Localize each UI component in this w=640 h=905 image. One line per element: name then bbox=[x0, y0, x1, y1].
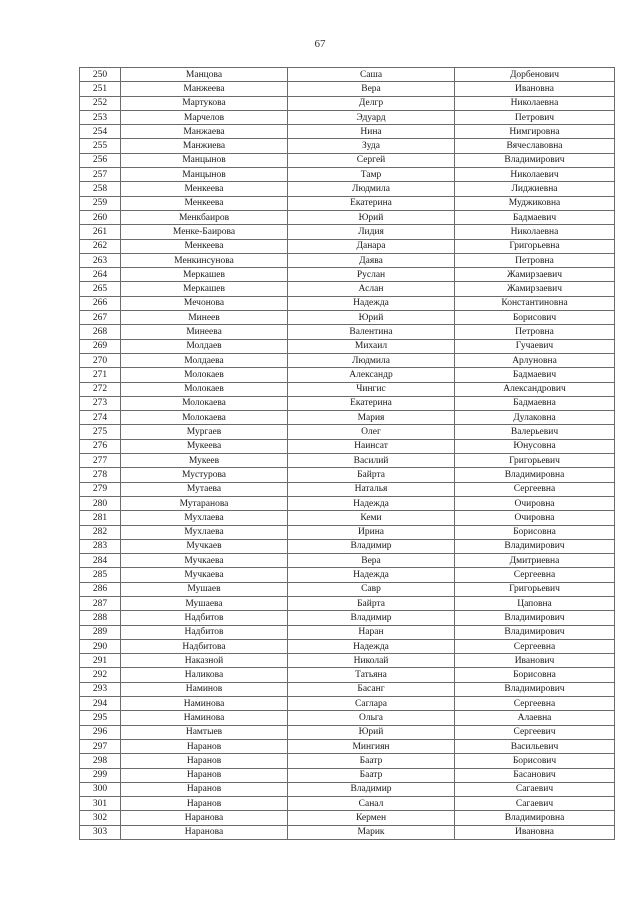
table-row bbox=[80, 496, 615, 510]
row-number-cell: 287 bbox=[80, 596, 121, 610]
last-name-cell: Наранов bbox=[121, 754, 288, 768]
first-name-cell: Зуда bbox=[288, 139, 455, 153]
patronymic-cell: Николаевич bbox=[455, 168, 615, 182]
patronymic-cell: Николаевна bbox=[455, 225, 615, 239]
first-name-cell: Сергей bbox=[288, 153, 455, 167]
patronymic-cell: Владимирович bbox=[455, 611, 615, 625]
first-name-cell: Николай bbox=[288, 654, 455, 668]
last-name-cell: Надбитов bbox=[121, 611, 288, 625]
patronymic-cell: Бадмаевна bbox=[455, 396, 615, 410]
row-number-cell: 282 bbox=[80, 525, 121, 539]
patronymic-cell: Арлуновна bbox=[455, 353, 615, 367]
first-name-cell: Вера bbox=[288, 82, 455, 96]
table-row bbox=[80, 582, 615, 596]
row-number-cell: 268 bbox=[80, 325, 121, 339]
row-number-cell: 267 bbox=[80, 311, 121, 325]
last-name-cell: Мартукова bbox=[121, 96, 288, 110]
first-name-cell: Савр bbox=[288, 582, 455, 596]
row-number-cell: 258 bbox=[80, 182, 121, 196]
row-number-cell: 277 bbox=[80, 454, 121, 468]
patronymic-cell: Лиджиевна bbox=[455, 182, 615, 196]
table-row bbox=[80, 296, 615, 310]
row-number-cell: 291 bbox=[80, 654, 121, 668]
table-row bbox=[80, 797, 615, 811]
patronymic-cell: Дмитриевна bbox=[455, 554, 615, 568]
first-name-cell: Татьяна bbox=[288, 668, 455, 682]
table-row bbox=[80, 668, 615, 682]
patronymic-cell: Сергеевна bbox=[455, 639, 615, 653]
row-number-cell: 299 bbox=[80, 768, 121, 782]
row-number-cell: 288 bbox=[80, 611, 121, 625]
row-number-cell: 281 bbox=[80, 511, 121, 525]
row-number-cell: 302 bbox=[80, 811, 121, 825]
table-row bbox=[80, 768, 615, 782]
first-name-cell: Данара bbox=[288, 239, 455, 253]
last-name-cell: Мечонова bbox=[121, 296, 288, 310]
first-name-cell: Байрта bbox=[288, 596, 455, 610]
row-number-cell: 263 bbox=[80, 253, 121, 267]
first-name-cell: Руслан bbox=[288, 268, 455, 282]
page-number: 67 bbox=[314, 38, 326, 50]
patronymic-cell: Цаповна bbox=[455, 596, 615, 610]
patronymic-cell: Александрович bbox=[455, 382, 615, 396]
row-number-cell: 289 bbox=[80, 625, 121, 639]
last-name-cell: Менкинсунова bbox=[121, 253, 288, 267]
row-number-cell: 297 bbox=[80, 739, 121, 753]
first-name-cell: Чингис bbox=[288, 382, 455, 396]
patronymic-cell: Вячеславовна bbox=[455, 139, 615, 153]
table-row bbox=[80, 568, 615, 582]
last-name-cell: Минеева bbox=[121, 325, 288, 339]
patronymic-cell: Борисовна bbox=[455, 525, 615, 539]
first-name-cell: Аслан bbox=[288, 282, 455, 296]
patronymic-cell: Сагаевич bbox=[455, 782, 615, 796]
roster-body bbox=[80, 68, 615, 840]
patronymic-cell: Бадмаевич bbox=[455, 368, 615, 382]
first-name-cell: Людмила bbox=[288, 353, 455, 367]
first-name-cell: Басанг bbox=[288, 682, 455, 696]
patronymic-cell: Алаевна bbox=[455, 711, 615, 725]
patronymic-cell: Гучаевич bbox=[455, 339, 615, 353]
row-number-cell: 283 bbox=[80, 539, 121, 553]
table-row bbox=[80, 153, 615, 167]
first-name-cell: Марик bbox=[288, 825, 455, 839]
last-name-cell: Надбитова bbox=[121, 639, 288, 653]
row-number-cell: 269 bbox=[80, 339, 121, 353]
last-name-cell: Менке-Баирова bbox=[121, 225, 288, 239]
patronymic-cell: Сергеевна bbox=[455, 482, 615, 496]
table-row bbox=[80, 368, 615, 382]
table-row bbox=[80, 711, 615, 725]
first-name-cell: Надежда bbox=[288, 496, 455, 510]
row-number-cell: 254 bbox=[80, 125, 121, 139]
first-name-cell: Мария bbox=[288, 411, 455, 425]
first-name-cell: Юрий bbox=[288, 725, 455, 739]
table-row bbox=[80, 511, 615, 525]
patronymic-cell: Петровна bbox=[455, 253, 615, 267]
last-name-cell: Мушаев bbox=[121, 582, 288, 596]
first-name-cell: Олег bbox=[288, 425, 455, 439]
last-name-cell: Наминова bbox=[121, 711, 288, 725]
table-row bbox=[80, 325, 615, 339]
last-name-cell: Мустурова bbox=[121, 468, 288, 482]
last-name-cell: Мучкаева bbox=[121, 554, 288, 568]
row-number-cell: 292 bbox=[80, 668, 121, 682]
patronymic-cell: Иванович bbox=[455, 654, 615, 668]
row-number-cell: 252 bbox=[80, 96, 121, 110]
first-name-cell: Ирина bbox=[288, 525, 455, 539]
last-name-cell: Манцынов bbox=[121, 168, 288, 182]
table-row bbox=[80, 382, 615, 396]
table-row bbox=[80, 68, 615, 82]
row-number-cell: 271 bbox=[80, 368, 121, 382]
table-row bbox=[80, 353, 615, 367]
patronymic-cell: Владимировна bbox=[455, 811, 615, 825]
patronymic-cell: Григорьевна bbox=[455, 239, 615, 253]
first-name-cell: Саглара bbox=[288, 697, 455, 711]
first-name-cell: Надежда bbox=[288, 568, 455, 582]
first-name-cell: Санал bbox=[288, 797, 455, 811]
first-name-cell: Даява bbox=[288, 253, 455, 267]
patronymic-cell: Ивановна bbox=[455, 82, 615, 96]
patronymic-cell: Сергеевна bbox=[455, 697, 615, 711]
first-name-cell: Нина bbox=[288, 125, 455, 139]
row-number-cell: 265 bbox=[80, 282, 121, 296]
last-name-cell: Наминов bbox=[121, 682, 288, 696]
first-name-cell: Владимир bbox=[288, 611, 455, 625]
table-row bbox=[80, 411, 615, 425]
last-name-cell: Марчелов bbox=[121, 110, 288, 124]
table-row bbox=[80, 682, 615, 696]
row-number-cell: 262 bbox=[80, 239, 121, 253]
first-name-cell: Надежда bbox=[288, 639, 455, 653]
patronymic-cell: Владимирович bbox=[455, 625, 615, 639]
table-row bbox=[80, 82, 615, 96]
last-name-cell: Манжеева bbox=[121, 82, 288, 96]
last-name-cell: Мушаева bbox=[121, 596, 288, 610]
last-name-cell: Мукеев bbox=[121, 454, 288, 468]
last-name-cell: Менкеева bbox=[121, 239, 288, 253]
last-name-cell: Наранова bbox=[121, 811, 288, 825]
table-row bbox=[80, 239, 615, 253]
last-name-cell: Мучкаев bbox=[121, 539, 288, 553]
row-number-cell: 279 bbox=[80, 482, 121, 496]
table-row bbox=[80, 825, 615, 839]
last-name-cell: Мутаева bbox=[121, 482, 288, 496]
row-number-cell: 253 bbox=[80, 110, 121, 124]
row-number-cell: 301 bbox=[80, 797, 121, 811]
table-row bbox=[80, 110, 615, 124]
table-row bbox=[80, 196, 615, 210]
table-row bbox=[80, 225, 615, 239]
row-number-cell: 285 bbox=[80, 568, 121, 582]
row-number-cell: 255 bbox=[80, 139, 121, 153]
table-row bbox=[80, 168, 615, 182]
row-number-cell: 295 bbox=[80, 711, 121, 725]
patronymic-cell: Очировна bbox=[455, 511, 615, 525]
row-number-cell: 278 bbox=[80, 468, 121, 482]
patronymic-cell: Дулаковна bbox=[455, 411, 615, 425]
patronymic-cell: Жамирзаевич bbox=[455, 268, 615, 282]
last-name-cell: Молдаева bbox=[121, 353, 288, 367]
last-name-cell: Наранов bbox=[121, 739, 288, 753]
patronymic-cell: Дорбенович bbox=[455, 68, 615, 82]
row-number-cell: 294 bbox=[80, 697, 121, 711]
table-row bbox=[80, 811, 615, 825]
first-name-cell: Владимир bbox=[288, 539, 455, 553]
patronymic-cell: Борисовна bbox=[455, 668, 615, 682]
row-number-cell: 276 bbox=[80, 439, 121, 453]
row-number-cell: 251 bbox=[80, 82, 121, 96]
first-name-cell: Михаил bbox=[288, 339, 455, 353]
table-row bbox=[80, 96, 615, 110]
patronymic-cell: Сергеевна bbox=[455, 568, 615, 582]
table-row bbox=[80, 339, 615, 353]
first-name-cell: Кермен bbox=[288, 811, 455, 825]
table-row bbox=[80, 125, 615, 139]
last-name-cell: Манцынов bbox=[121, 153, 288, 167]
last-name-cell: Намтыев bbox=[121, 725, 288, 739]
last-name-cell: Молокаев bbox=[121, 368, 288, 382]
last-name-cell: Менкеева bbox=[121, 196, 288, 210]
table-row bbox=[80, 754, 615, 768]
table-row bbox=[80, 425, 615, 439]
patronymic-cell: Борисович bbox=[455, 754, 615, 768]
first-name-cell: Баатр bbox=[288, 754, 455, 768]
first-name-cell: Юрий bbox=[288, 210, 455, 224]
patronymic-cell: Владимирович bbox=[455, 539, 615, 553]
first-name-cell: Наинсат bbox=[288, 439, 455, 453]
table-row bbox=[80, 611, 615, 625]
first-name-cell: Мингиян bbox=[288, 739, 455, 753]
table-row bbox=[80, 639, 615, 653]
last-name-cell: Надбитов bbox=[121, 625, 288, 639]
patronymic-cell: Владимировна bbox=[455, 468, 615, 482]
row-number-cell: 256 bbox=[80, 153, 121, 167]
row-number-cell: 272 bbox=[80, 382, 121, 396]
last-name-cell: Мухлаева bbox=[121, 511, 288, 525]
last-name-cell: Мучкаева bbox=[121, 568, 288, 582]
roster-table bbox=[79, 67, 615, 840]
first-name-cell: Наталья bbox=[288, 482, 455, 496]
row-number-cell: 266 bbox=[80, 296, 121, 310]
first-name-cell: Василий bbox=[288, 454, 455, 468]
first-name-cell: Екатерина bbox=[288, 196, 455, 210]
patronymic-cell: Ивановна bbox=[455, 825, 615, 839]
patronymic-cell: Петрович bbox=[455, 110, 615, 124]
patronymic-cell: Петровна bbox=[455, 325, 615, 339]
row-number-cell: 259 bbox=[80, 196, 121, 210]
first-name-cell: Надежда bbox=[288, 296, 455, 310]
table-row bbox=[80, 396, 615, 410]
last-name-cell: Молокаева bbox=[121, 396, 288, 410]
table-row bbox=[80, 282, 615, 296]
last-name-cell: Меркашев bbox=[121, 282, 288, 296]
first-name-cell: Людмила bbox=[288, 182, 455, 196]
patronymic-cell: Жамирзаевич bbox=[455, 282, 615, 296]
row-number-cell: 293 bbox=[80, 682, 121, 696]
table-row bbox=[80, 654, 615, 668]
table-row bbox=[80, 725, 615, 739]
table-row bbox=[80, 782, 615, 796]
patronymic-cell: Сергеевич bbox=[455, 725, 615, 739]
row-number-cell: 284 bbox=[80, 554, 121, 568]
row-number-cell: 290 bbox=[80, 639, 121, 653]
row-number-cell: 250 bbox=[80, 68, 121, 82]
row-number-cell: 261 bbox=[80, 225, 121, 239]
last-name-cell: Манжиева bbox=[121, 139, 288, 153]
row-number-cell: 303 bbox=[80, 825, 121, 839]
table-row bbox=[80, 268, 615, 282]
row-number-cell: 280 bbox=[80, 496, 121, 510]
table-row bbox=[80, 454, 615, 468]
row-number-cell: 270 bbox=[80, 353, 121, 367]
last-name-cell: Наранов bbox=[121, 782, 288, 796]
last-name-cell: Меркашев bbox=[121, 268, 288, 282]
row-number-cell: 296 bbox=[80, 725, 121, 739]
row-number-cell: 274 bbox=[80, 411, 121, 425]
patronymic-cell: Бадмаевич bbox=[455, 210, 615, 224]
last-name-cell: Минеев bbox=[121, 311, 288, 325]
first-name-cell: Саша bbox=[288, 68, 455, 82]
first-name-cell: Юрий bbox=[288, 311, 455, 325]
patronymic-cell: Очировна bbox=[455, 496, 615, 510]
patronymic-cell: Юнусовна bbox=[455, 439, 615, 453]
first-name-cell: Лидия bbox=[288, 225, 455, 239]
last-name-cell: Наликова bbox=[121, 668, 288, 682]
patronymic-cell: Муджиковна bbox=[455, 196, 615, 210]
last-name-cell: Молокаева bbox=[121, 411, 288, 425]
last-name-cell: Молдаев bbox=[121, 339, 288, 353]
row-number-cell: 260 bbox=[80, 210, 121, 224]
table-row bbox=[80, 525, 615, 539]
table-row bbox=[80, 210, 615, 224]
table-row bbox=[80, 625, 615, 639]
row-number-cell: 275 bbox=[80, 425, 121, 439]
patronymic-cell: Константиновна bbox=[455, 296, 615, 310]
patronymic-cell: Нимгировна bbox=[455, 125, 615, 139]
patronymic-cell: Басанович bbox=[455, 768, 615, 782]
last-name-cell: Манцова bbox=[121, 68, 288, 82]
table-row bbox=[80, 139, 615, 153]
row-number-cell: 257 bbox=[80, 168, 121, 182]
first-name-cell: Тамр bbox=[288, 168, 455, 182]
first-name-cell: Кеми bbox=[288, 511, 455, 525]
last-name-cell: Мутаранова bbox=[121, 496, 288, 510]
first-name-cell: Байрта bbox=[288, 468, 455, 482]
table-row bbox=[80, 468, 615, 482]
patronymic-cell: Николаевна bbox=[455, 96, 615, 110]
patronymic-cell: Сагаевич bbox=[455, 797, 615, 811]
table-row bbox=[80, 539, 615, 553]
patronymic-cell: Владимирович bbox=[455, 682, 615, 696]
last-name-cell: Наказной bbox=[121, 654, 288, 668]
patronymic-cell: Григорьевич bbox=[455, 582, 615, 596]
patronymic-cell: Григорьевич bbox=[455, 454, 615, 468]
last-name-cell: Наминова bbox=[121, 697, 288, 711]
row-number-cell: 264 bbox=[80, 268, 121, 282]
row-number-cell: 286 bbox=[80, 582, 121, 596]
first-name-cell: Екатерина bbox=[288, 396, 455, 410]
first-name-cell: Александр bbox=[288, 368, 455, 382]
first-name-cell: Делгр bbox=[288, 96, 455, 110]
table-row bbox=[80, 311, 615, 325]
table-row bbox=[80, 482, 615, 496]
first-name-cell: Эдуард bbox=[288, 110, 455, 124]
patronymic-cell: Васильевич bbox=[455, 739, 615, 753]
last-name-cell: Наранова bbox=[121, 825, 288, 839]
patronymic-cell: Борисович bbox=[455, 311, 615, 325]
patronymic-cell: Валерьевич bbox=[455, 425, 615, 439]
table-row bbox=[80, 739, 615, 753]
last-name-cell: Молокаев bbox=[121, 382, 288, 396]
row-number-cell: 273 bbox=[80, 396, 121, 410]
last-name-cell: Наранов bbox=[121, 768, 288, 782]
last-name-cell: Мургаев bbox=[121, 425, 288, 439]
last-name-cell: Мухлаева bbox=[121, 525, 288, 539]
first-name-cell: Валентина bbox=[288, 325, 455, 339]
first-name-cell: Вера bbox=[288, 554, 455, 568]
first-name-cell: Наран bbox=[288, 625, 455, 639]
last-name-cell: Менкбаиров bbox=[121, 210, 288, 224]
first-name-cell: Ольга bbox=[288, 711, 455, 725]
patronymic-cell: Владимирович bbox=[455, 153, 615, 167]
row-number-cell: 300 bbox=[80, 782, 121, 796]
table-row bbox=[80, 253, 615, 267]
row-number-cell: 298 bbox=[80, 754, 121, 768]
first-name-cell: Баатр bbox=[288, 768, 455, 782]
table-row bbox=[80, 182, 615, 196]
last-name-cell: Манжаева bbox=[121, 125, 288, 139]
table-row bbox=[80, 554, 615, 568]
table-row bbox=[80, 596, 615, 610]
table-row bbox=[80, 439, 615, 453]
last-name-cell: Менкеева bbox=[121, 182, 288, 196]
last-name-cell: Мукеева bbox=[121, 439, 288, 453]
table-row bbox=[80, 697, 615, 711]
last-name-cell: Наранов bbox=[121, 797, 288, 811]
first-name-cell: Владимир bbox=[288, 782, 455, 796]
